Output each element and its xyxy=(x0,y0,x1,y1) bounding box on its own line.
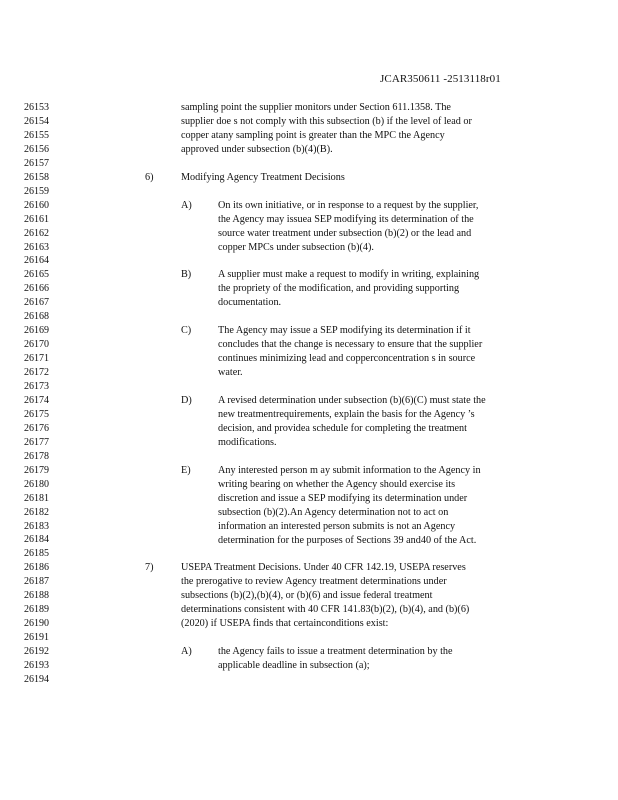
text-line: the Agency fails to issue a treatment determination by the xyxy=(218,646,453,657)
line-number: 26175 xyxy=(24,408,49,420)
text-line: The Agency may issue a SEP modifying its determination if it xyxy=(218,325,471,336)
line-number: 26163 xyxy=(24,241,49,253)
line-number: 26157 xyxy=(24,157,49,169)
text-line: supplier doe s not comply with this subsection (b) if the level of lead or xyxy=(181,116,472,127)
line-number: 26181 xyxy=(24,492,49,504)
line-number: 26162 xyxy=(24,227,49,239)
line-number: 26192 xyxy=(24,646,49,658)
text-line: the propriety of the modification, and providing supporting xyxy=(218,283,460,294)
line-number: 26190 xyxy=(24,618,49,630)
line-number: 26180 xyxy=(24,478,49,490)
line-number: 26186 xyxy=(24,562,49,574)
line-number: 26182 xyxy=(24,506,49,518)
text-line: A supplier must make a request to modify in writing, explaining xyxy=(218,269,480,280)
subsection-marker: B) xyxy=(181,269,192,280)
text-line: modifications. xyxy=(218,437,277,448)
text-line: the Agency may issuea SEP modifying its determination of the xyxy=(218,214,474,225)
line-number: 26167 xyxy=(24,297,49,309)
text-line: Any interested person m ay submit information to the Agency in xyxy=(218,465,481,476)
text-line: subsections (b)(2),(b)(4), or (b)(6) and issue federal treatment xyxy=(181,590,433,601)
line-number: 26156 xyxy=(24,143,49,155)
text-line: determinations consistent with 40 CFR 141.83(b)(2), (b)(4), and (b)(6) xyxy=(181,604,470,615)
line-number: 26176 xyxy=(24,422,49,434)
line-number: 26179 xyxy=(24,464,49,476)
line-number: 26166 xyxy=(24,283,49,295)
line-number: 26177 xyxy=(24,436,49,448)
text-line: documentation. xyxy=(218,297,282,308)
text-line: discretion and issue a SEP modifying its determination under xyxy=(218,493,468,504)
line-number: 26164 xyxy=(24,255,49,267)
text-line: source water treatment under subsection (b)(2) or the lead and xyxy=(218,228,472,239)
line-number: 26185 xyxy=(24,548,49,560)
text-line: information an interested person submits is not an Agency xyxy=(218,521,456,532)
line-number: 26189 xyxy=(24,604,49,616)
line-number: 26194 xyxy=(24,673,49,685)
text-line: water. xyxy=(218,367,243,378)
document-id: JCAR350611 -2513118r01 xyxy=(380,73,501,85)
subsection-marker: A) xyxy=(181,200,192,211)
text-line: approved under subsection (b)(4)(B). xyxy=(181,144,333,155)
text-line: concludes that the change is necessary to ensure that the supplier xyxy=(218,339,483,350)
line-number: 26174 xyxy=(24,394,49,406)
line-number: 26168 xyxy=(24,311,49,323)
line-number: 26173 xyxy=(24,381,49,392)
subsection-marker: A) xyxy=(181,646,192,657)
line-number: 26183 xyxy=(24,520,49,532)
text-line: writing bearing on whether the Agency should exercise its xyxy=(218,479,456,490)
line-number: 26159 xyxy=(24,185,49,197)
line-number: 26172 xyxy=(24,367,49,379)
line-number: 26171 xyxy=(24,353,49,365)
line-number: 26161 xyxy=(24,213,49,225)
line-number: 26188 xyxy=(24,590,49,602)
subsection-marker: C) xyxy=(181,325,192,336)
line-number: 26178 xyxy=(24,450,49,462)
text-line: determination for the purposes of Sections 39 and40 of the Act. xyxy=(218,535,477,546)
text-line: applicable deadline in subsection (a); xyxy=(218,660,370,671)
text-line: On its own initiative, or in response to a request by the supplier, xyxy=(218,200,479,211)
text-line: USEPA Treatment Decisions. Under 40 CFR 142.19, USEPA reserves xyxy=(181,562,466,573)
section-marker: 7) xyxy=(145,562,154,573)
text-line: (2020) if USEPA finds that certainconditions exist: xyxy=(181,618,389,629)
line-number: 26170 xyxy=(24,339,49,351)
subsection-marker: E) xyxy=(181,465,191,476)
line-number: 26191 xyxy=(24,632,49,644)
text-line: A revised determination under subsection (b)(6)(C) must state the xyxy=(218,395,486,406)
text-line: decision, and providea schedule for completing the treatment xyxy=(218,423,467,434)
text-line: copper MPCs under subsection (b)(4). xyxy=(218,242,374,253)
line-number: 26160 xyxy=(24,199,49,211)
section-heading: Modifying Agency Treatment Decisions xyxy=(181,172,345,183)
section-marker: 6) xyxy=(145,172,154,183)
line-number: 26158 xyxy=(24,171,49,183)
line-number: 26187 xyxy=(24,576,49,588)
line-number: 26184 xyxy=(24,534,49,546)
line-number: 26193 xyxy=(24,660,49,671)
text-line: continues minimizing lead and copperconcentration s in source xyxy=(218,353,476,364)
text-line: sampling point the supplier monitors under Section 611.1358. The xyxy=(181,102,451,113)
line-number: 26165 xyxy=(24,269,49,281)
text-line: subsection (b)(2).An Agency determination not to act on xyxy=(218,507,449,518)
line-number: 26153 xyxy=(24,102,49,113)
line-number: 26155 xyxy=(24,129,49,141)
text-line: copper atany sampling point is greater than the MPC the Agency xyxy=(181,130,445,141)
text-line: new treatmentrequirements, explain the basis for the Agency ’s xyxy=(218,409,475,420)
text-line: the prerogative to review Agency treatment determinations under xyxy=(181,576,447,587)
line-number: 26154 xyxy=(24,115,49,127)
subsection-marker: D) xyxy=(181,395,192,406)
line-number: 26169 xyxy=(24,325,49,337)
